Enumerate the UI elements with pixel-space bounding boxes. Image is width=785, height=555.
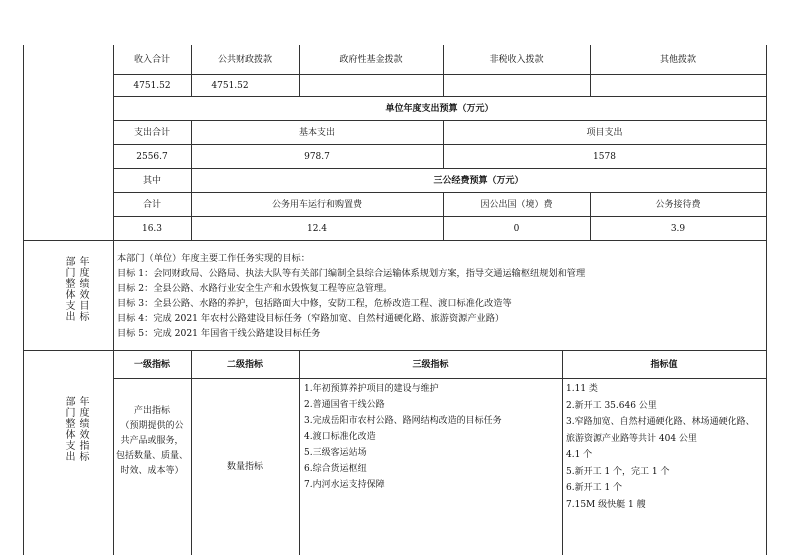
goals-list [117, 251, 585, 341]
goals-label-col2: 年度绩效目标 [77, 256, 88, 322]
goal-5: 目标 5：完成 2021 年国省干线公路建设目标任务 [117, 328, 321, 339]
level3-item: 7.内河水运支持保障 [304, 480, 385, 490]
indicators-header-value: 指标值 [650, 359, 678, 370]
income-value-public-finance: 4751.52 [211, 80, 249, 91]
three-public-value-abroad: 0 [513, 223, 520, 234]
expenditure-header-basic: 基本支出 [298, 127, 335, 138]
indicator-value: 6.新开工 1 个 [566, 483, 623, 493]
income-header-total: 收入合计 [133, 55, 170, 65]
level3-item: 2.普通国省干线公路 [304, 400, 385, 410]
expenditure-title: 单位年度支出预算（万元） [385, 103, 494, 114]
goals-label-col1: 部门整体支出 [63, 256, 74, 322]
level3-item: 3.完成岳阳市农村公路、路网结构改造的目标任务 [304, 416, 502, 426]
indicators-header-level2: 二级指标 [226, 359, 263, 370]
three-public-title: 三公经费预算（万元） [433, 175, 524, 186]
expenditure-value-total: 2556.7 [136, 151, 168, 162]
indicator-value: 1.11 类 [566, 384, 598, 394]
level3-item: 4.渡口标准化改造 [304, 432, 376, 442]
three-public-value-vehicle: 12.4 [306, 223, 328, 234]
indicator-values [566, 381, 755, 513]
goal-4: 目标 4：完成 2021 年农村公路建设目标任务（窄路加宽、自然村通硬化路、旅游资源产业路） [117, 313, 505, 324]
indicators-label-col2: 年度绩效指标 [77, 396, 88, 462]
three-public-header-abroad: 因公出国（境）费 [480, 199, 553, 210]
income-header-gov-fund: 政府性基金拨款 [339, 55, 403, 65]
three-public-value-reception: 3.9 [670, 223, 686, 234]
goal-1: 目标 1：会同财政局、公路局、执法大队等有关部门编制全县综合运输体系规划方案，指导交通运输枢纽规划和管理 [117, 268, 586, 279]
indicator-value: 7.15M 级快艇 1 艘 [566, 499, 646, 510]
indicators-header-level1: 一级指标 [133, 359, 170, 370]
indicator-value: 2.新开工 35.646 公里 [566, 400, 657, 411]
indicators-label-col1: 部门整体支出 [63, 396, 74, 462]
level3-item: 5.三级客运站场 [304, 448, 367, 458]
income-value-total: 4751.52 [133, 80, 171, 91]
expenditure-value-basic: 978.7 [304, 151, 330, 162]
three-public-header-vehicle: 公务用车运行和购置费 [271, 199, 362, 210]
income-header-public-finance: 公共财政拨款 [217, 55, 272, 65]
goal-2: 目标 2：全县公路、水路行业安全生产和水毁恢复工程等应急管理。 [117, 283, 393, 294]
expenditure-value-project: 1578 [593, 151, 616, 162]
indicator-value: 3.窄路加宽、自然村通硬化路、林场通硬化路、 [566, 417, 755, 427]
goal-3: 目标 3：全县公路、水路的养护，包括路面大中修，安防工程，危桥改造工程、渡口标准化改造等 [117, 298, 512, 309]
three-public-side-label: 其中 [142, 175, 161, 186]
level3-item: 1.年初预算养护项目的建设与维护 [304, 384, 439, 394]
income-header-non-tax: 非税收入拨款 [489, 55, 544, 65]
goal-intro: 本部门（单位）年度主要工作任务实现的目标： [117, 253, 310, 264]
three-public-header-reception: 公务接待费 [655, 199, 701, 210]
level3-item: 6.综合货运枢纽 [304, 464, 367, 474]
indicator-value: 4.1 个 [566, 450, 593, 460]
expenditure-header-project: 项目支出 [586, 127, 623, 138]
three-public-header-total: 合计 [142, 199, 161, 210]
level3-indicators [304, 381, 502, 493]
expenditure-header-total: 支出合计 [133, 127, 170, 138]
rule-goals-top [23, 240, 767, 241]
indicators-header-level3: 三级指标 [412, 359, 449, 370]
level2-indicator: 数量指标 [226, 462, 263, 472]
level1-indicator: 产出指标 （预期提供的公 共产品或服务， 包括数量、质量、 时效、成本等） [115, 406, 188, 476]
indicator-value: 旅游资源产业路等共计 404 公里 [566, 433, 697, 444]
indicator-value: 5.新开工 1 个，完工 1 个 [566, 466, 670, 477]
three-public-value-total: 16.3 [141, 223, 163, 234]
income-header-other: 其他拨款 [659, 55, 696, 65]
